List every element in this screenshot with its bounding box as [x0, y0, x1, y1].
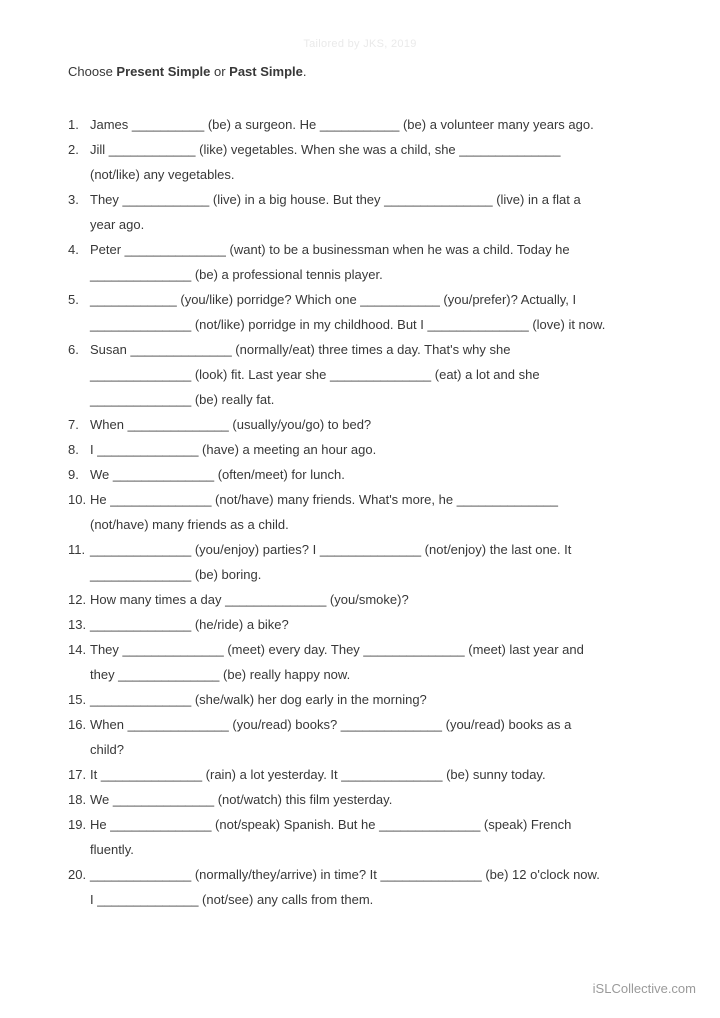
item-line: We ______________ (not/watch) this film yesterday.: [90, 792, 393, 807]
item-text: [90, 187, 692, 237]
item-number: 8.: [68, 442, 79, 457]
exercise-item: [68, 812, 692, 862]
item-line: (not/have) many friends as a child.: [90, 517, 289, 532]
item-number: 11.: [68, 542, 86, 557]
item-number: 18.: [68, 792, 87, 807]
exercise-item: [68, 187, 692, 237]
item-number: 9.: [68, 467, 79, 482]
item-number: 16.: [68, 717, 87, 732]
item-number: 12.: [68, 592, 87, 607]
item-line: He ______________ (not/have) many friends. What's more, he ______________: [90, 492, 558, 507]
item-number: 4.: [68, 242, 79, 257]
item-line: ______________ (you/enjoy) parties? I ______________ (not/enjoy) the last one. It: [90, 542, 572, 557]
exercise-item: [68, 487, 692, 537]
exercise-item: [68, 787, 692, 812]
item-line: We ______________ (often/meet) for lunch.: [90, 467, 345, 482]
item-line: When ______________ (you/read) books? ______________ (you/read) books as a: [90, 717, 572, 732]
instruction-period: .: [302, 64, 307, 79]
exercise-item: [68, 437, 692, 462]
item-number: 14.: [68, 642, 87, 657]
item-number: 15.: [68, 692, 87, 707]
item-line: They ____________ (live) in a big house. But they _______________ (live) in a flat a: [90, 192, 581, 207]
instruction-prefix: Choose: [68, 64, 117, 79]
exercise-item: [68, 537, 692, 587]
exercise-item: [68, 637, 692, 687]
item-line: year ago.: [90, 217, 145, 232]
exercise-item: [68, 862, 692, 912]
item-line: ______________ (not/like) porridge in my childhood. But I ______________ (love) it now.: [90, 317, 606, 332]
item-line: James __________ (be) a surgeon. He ___________ (be) a volunteer many years ago.: [90, 117, 594, 132]
watermark-text: Tailored by JKS, 2019: [303, 38, 417, 50]
exercise-item: [68, 112, 692, 137]
item-line: (not/like) any vegetables.: [90, 167, 235, 182]
item-text: [90, 537, 692, 587]
item-line: When ______________ (usually/you/go) to bed?: [90, 417, 372, 432]
item-number: 7.: [68, 417, 79, 432]
item-text: [90, 112, 692, 137]
item-text: [90, 762, 692, 787]
item-text: [90, 412, 692, 437]
item-line: He ______________ (not/speak) Spanish. But he ______________ (speak) French: [90, 817, 572, 832]
item-text: [90, 462, 692, 487]
item-line: I ______________ (not/see) any calls from them.: [90, 892, 374, 907]
item-text: [90, 687, 692, 712]
exercise-list: [68, 112, 692, 912]
item-line: ______________ (look) fit. Last year she ______________ (eat) a lot and she: [90, 367, 540, 382]
item-text: [90, 487, 692, 537]
item-text: [90, 612, 692, 637]
item-text: [90, 862, 692, 912]
item-text: [90, 637, 692, 687]
footer-brand: iSLCollective.com: [592, 981, 696, 996]
item-text: [90, 812, 692, 862]
exercise-item: [68, 612, 692, 637]
instruction-present-simple: Present Simple: [116, 64, 211, 79]
item-line: I ______________ (have) a meeting an hour ago.: [90, 442, 377, 457]
exercise-item: [68, 687, 692, 712]
item-line: ____________ (you/like) porridge? Which one ___________ (you/prefer)? Actually, I: [90, 292, 577, 307]
item-line: Jill ____________ (like) vegetables. When she was a child, she ______________: [90, 142, 561, 157]
exercise-item: [68, 337, 692, 412]
item-number: 1.: [68, 117, 79, 132]
item-text: [90, 437, 692, 462]
instruction-or: or: [210, 64, 230, 79]
item-number: 10.: [68, 492, 87, 507]
item-number: 3.: [68, 192, 79, 207]
item-line: ______________ (be) really fat.: [90, 392, 275, 407]
instruction-text: [68, 64, 306, 79]
item-number: 6.: [68, 342, 79, 357]
item-line: Peter ______________ (want) to be a businessman when he was a child. Today he: [90, 242, 570, 257]
item-line: fluently.: [90, 842, 134, 857]
item-number: 13.: [68, 617, 87, 632]
exercise-item: [68, 462, 692, 487]
item-number: 17.: [68, 767, 87, 782]
item-line: They ______________ (meet) every day. They ______________ (meet) last year and: [90, 642, 584, 657]
item-text: [90, 787, 692, 812]
item-number: 2.: [68, 142, 79, 157]
item-number: 5.: [68, 292, 79, 307]
item-number: 19.: [68, 817, 87, 832]
item-text: [90, 287, 692, 337]
item-text: [90, 237, 692, 287]
item-line: How many times a day ______________ (you/smoke)?: [90, 592, 409, 607]
item-line: they ______________ (be) really happy now.: [90, 667, 351, 682]
item-text: [90, 337, 692, 412]
exercise-item: [68, 412, 692, 437]
exercise-item: [68, 137, 692, 187]
exercise-item: [68, 712, 692, 762]
item-line: ______________ (be) boring.: [90, 567, 262, 582]
item-line: child?: [90, 742, 124, 757]
exercise-item: [68, 587, 692, 612]
item-line: It ______________ (rain) a lot yesterday. It ______________ (be) sunny today.: [90, 767, 546, 782]
exercise-item: [68, 287, 692, 337]
item-number: 20.: [68, 867, 87, 882]
item-text: [90, 137, 692, 187]
exercise-item: [68, 237, 692, 287]
item-line: ______________ (be) a professional tennis player.: [90, 267, 383, 282]
item-line: ______________ (she/walk) her dog early in the morning?: [90, 692, 427, 707]
item-text: [90, 712, 692, 762]
item-line: ______________ (normally/they/arrive) in time? It ______________ (be) 12 o'clock now.: [90, 867, 600, 882]
item-line: Susan ______________ (normally/eat) three times a day. That's why she: [90, 342, 511, 357]
item-text: [90, 587, 692, 612]
exercise-item: [68, 762, 692, 787]
instruction-past-simple: Past Simple: [229, 64, 303, 79]
item-line: ______________ (he/ride) a bike?: [90, 617, 289, 632]
